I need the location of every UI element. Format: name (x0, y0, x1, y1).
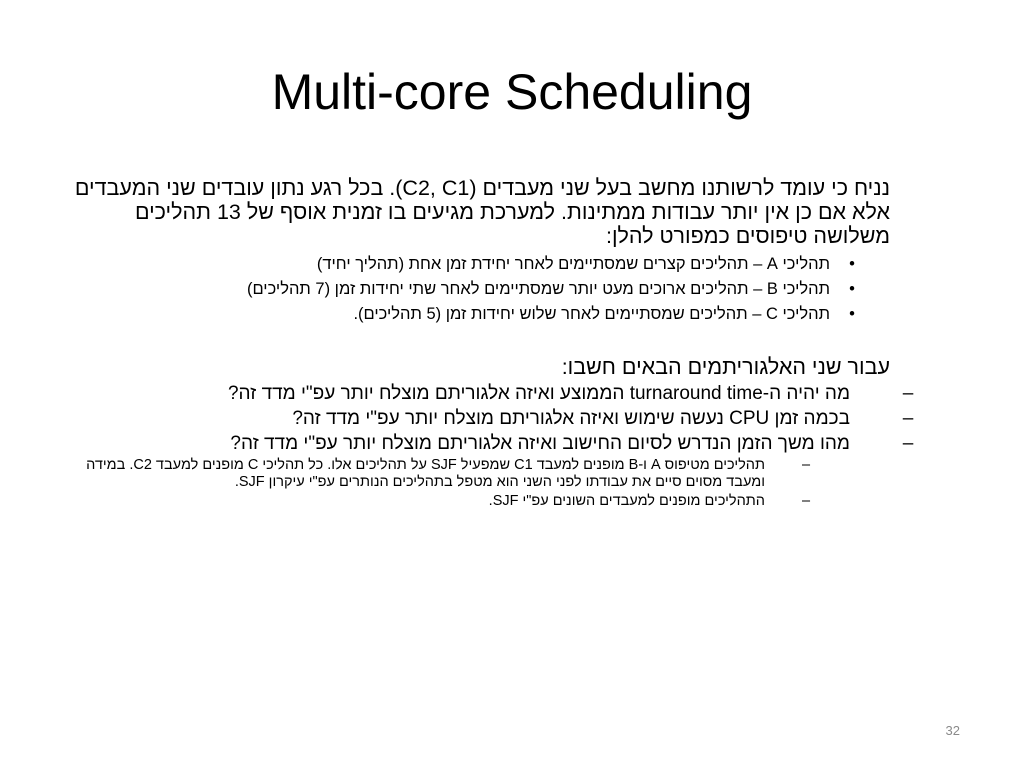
algorithms-intro: עבור שני האלגוריתמים הבאים חשבו: (561, 355, 890, 379)
type-b-text: תהליכי B – תהליכים ארוכים מעט יותר שמסתיימים לאחר שתי יחידות זמן (7 תהליכים) (246, 280, 830, 298)
question-text: בכמה זמן CPU נעשה שימוש ואיזה אלגוריתם מוצלח יותר עפ"י מדד זה? (292, 408, 850, 429)
note-text: התהליכים מופנים למעבדים השונים עפ"י SJF. (488, 493, 765, 509)
list-item-type-a (60, 254, 915, 274)
question-completion-time (60, 433, 915, 455)
list-item-type-c (60, 304, 915, 324)
question-turnaround (60, 383, 915, 405)
type-a-text: תהליכי A – תהליכים קצרים שמסתיימים לאחר יחידת זמן אחת (תהליך יחיד) (316, 255, 830, 273)
algorithm-note-2 (60, 493, 915, 510)
question-text: מהו משך הזמן הנדרש לסיום החישוב ואיזה אלגוריתם מוצלח יותר עפ"י מדד זה? (230, 433, 850, 454)
dash-icon: – (902, 433, 914, 454)
note-text: תהליכים מטיפוס A ו-B מופנים למעבד C1 שמפעיל SJF על תהליכים אלו. כל תהליכי C מופנים למעבד C2. במידה ומעבד מסוים סיים את עבודתו לפני השני הוא מטפל בתהליכים הנותרים עפ"י עיקרון SJF. (86, 457, 765, 490)
bullet-icon: • (849, 280, 855, 298)
dash-icon: – (902, 383, 914, 404)
slide-content (60, 176, 915, 510)
bullet-icon: • (849, 305, 855, 323)
algorithm-note-1 (60, 457, 915, 491)
dash-icon: – (801, 457, 811, 473)
question-cpu-time (60, 408, 915, 430)
dash-icon: – (801, 493, 811, 509)
page-number: 32 (945, 723, 960, 738)
question-text: מה יהיה ה-turnaround time הממוצע ואיזה אלגוריתם מוצלח יותר עפ"י מדד זה? (227, 383, 850, 404)
process-type-list (60, 254, 915, 324)
list-item-type-b (60, 279, 915, 299)
intro-paragraph: נניח כי עומד לרשותנו מחשב בעל שני מעבדים (C2, C1). בכל רגע נתון עובדים שני המעבדים אלא אם כן אין יותר עבודות ממתינות. למערכת מגיעים בו זמנית אוסף של 13 תהליכים משלושה טיפוסים כמפורט להלן: (74, 176, 890, 248)
slide-title: Multi-core Scheduling (271, 64, 753, 120)
bullet-icon: • (849, 255, 855, 273)
type-c-text: תהליכי C – תהליכים שמסתיימים לאחר שלוש יחידות זמן (5 תהליכים). (353, 305, 830, 323)
dash-icon: – (902, 408, 914, 429)
